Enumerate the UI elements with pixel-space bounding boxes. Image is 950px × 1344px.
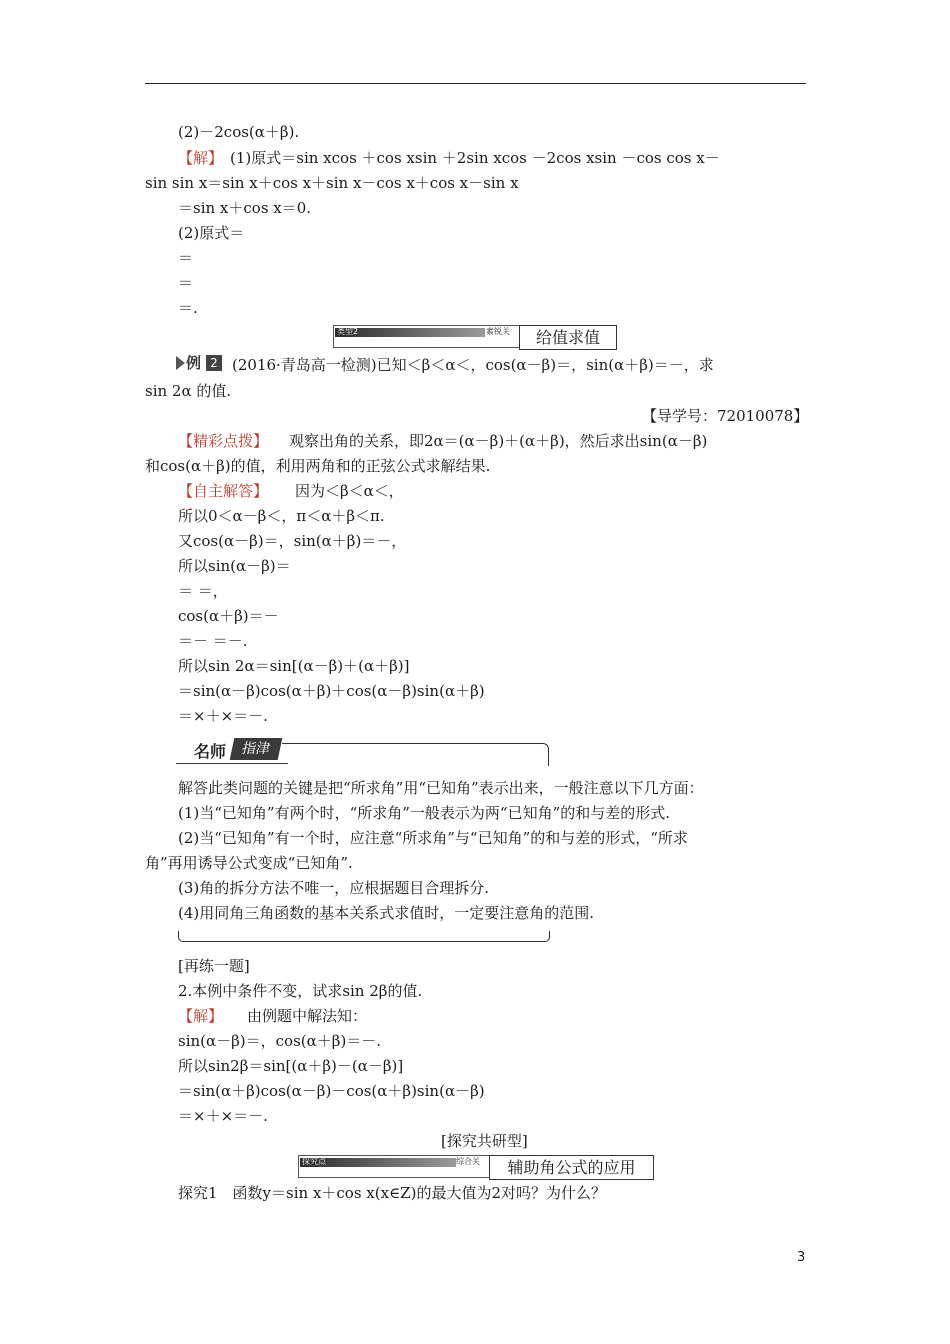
- text-line: (1)当“已知角”有两个时，“所求角”一般表示为两“已知角”的和与差的形式.: [178, 804, 671, 822]
- section-label: [探究共研型]: [441, 1132, 528, 1150]
- triangle-icon: [176, 356, 185, 370]
- tips-label-highlight: 指津: [230, 738, 283, 760]
- text-line: ＝×＋×＝－.: [178, 1107, 268, 1125]
- text-line: ＝－ ＝－.: [178, 632, 248, 650]
- text-line: 又cos(α－β)＝，sin(α＋β)＝－，: [178, 532, 407, 550]
- text-line: (4)用同角三角函数的基本关系式求值时，一定要注意角的范围.: [178, 904, 595, 922]
- section-banner: [333, 325, 617, 348]
- text-line: 所以sin(α－β)＝: [178, 557, 291, 575]
- solution-tag: 【解】: [178, 1007, 224, 1025]
- text-line: ＝: [178, 274, 194, 292]
- text-line: (1)原式＝sin xcos ＋cos xsin ＋2sin xcos －2cos xsin －cos cos x－: [230, 149, 720, 167]
- text-line: 2.本例中条件不变，试求sin 2β的值.: [178, 982, 423, 1000]
- banner-left-tag: 探究点: [302, 1157, 326, 1166]
- header-rule: [145, 83, 806, 84]
- text-line: 观察出角的关系，即2α＝(α－β)＋(α＋β)，然后求出sin(α－β): [289, 432, 708, 450]
- banner-title: 辅助角公式的应用: [489, 1155, 654, 1180]
- tips-bottom-bracket: [178, 931, 550, 942]
- text-line: 所以sin2β＝sin[(α＋β)－(α－β)]: [178, 1057, 404, 1075]
- text-line: 由例题中解法知：: [247, 1007, 368, 1025]
- tips-header: [176, 737, 548, 765]
- text-line: ＝.: [178, 299, 198, 317]
- text-line: (3)角的拆分方法不唯一，应根据题目合理拆分.: [178, 879, 490, 897]
- banner-left-tag: 类型2: [337, 327, 359, 336]
- page-number: 3: [797, 1250, 806, 1265]
- banner-title: 给值求值: [519, 325, 617, 350]
- text-line: (2)原式＝: [178, 224, 245, 242]
- text-line: ＝×＋×＝－.: [178, 707, 268, 725]
- text-line: ＝ ＝，: [178, 582, 228, 600]
- text-line: (2)当“已知角”有一个时，应注意“所求角”与“已知角”的和与差的形式，“所求: [178, 829, 688, 847]
- text-line: (2016·青岛高一检测)已知＜β＜α＜，cos(α－β)＝，sin(α＋β)＝－，求: [232, 356, 714, 374]
- text-line: 因为＜β＜α＜，: [295, 482, 404, 500]
- solution-tag: 【自主解答】: [178, 482, 269, 500]
- text-line: ＝sin(α＋β)cos(α－β)－cos(α＋β)sin(α－β): [178, 1082, 485, 1100]
- text-line: 所以sin 2α＝sin[(α－β)＋(α＋β)]: [178, 657, 410, 675]
- text-line: [再练一题]: [178, 957, 250, 975]
- text-line: 所以0＜α－β＜，π＜α＋β＜π.: [178, 507, 385, 525]
- reference-number: 【导学号：72010078】: [642, 407, 809, 425]
- tips-label: 名师: [194, 742, 227, 761]
- text-line: sin 2α 的值.: [145, 382, 232, 400]
- text-line: 解答此类问题的关键是把“所求角”用“已知角”表示出来，一般注意以下几方面：: [178, 779, 704, 797]
- text-line: sin(α－β)＝，cos(α＋β)＝－.: [178, 1032, 382, 1050]
- text-line: 角”再用诱导公式变成“已知角”.: [145, 854, 353, 872]
- solution-tag: 【解】: [178, 149, 224, 167]
- example-label: 例: [186, 354, 202, 372]
- text-line: ＝: [178, 249, 194, 267]
- hint-tag: 【精彩点拨】: [178, 432, 269, 450]
- section-banner: [298, 1155, 654, 1178]
- text-line: 和cos(α＋β)的值，利用两角和的正弦公式求解结果.: [145, 457, 491, 475]
- banner-right-tag: 综合关: [456, 1157, 480, 1166]
- text-line: ＝sin(α－β)cos(α＋β)＋cos(α－β)sin(α＋β): [178, 682, 485, 700]
- text-line: ＝sin x＋cos x＝0.: [178, 199, 312, 217]
- text-line: 探究1 函数y＝sin x＋cos x(x∈Z)的最大值为2对吗？为什么？: [178, 1184, 606, 1202]
- text-line: cos(α＋β)＝－: [178, 607, 279, 625]
- text-line: sin sin x＝sin x＋cos x＋sin x－cos x＋cos x－sin x: [145, 174, 519, 192]
- example-number: 2: [206, 355, 222, 371]
- text-line: (2)－2cos(α＋β).: [178, 123, 300, 141]
- banner-right-tag: 素锐关: [486, 327, 510, 336]
